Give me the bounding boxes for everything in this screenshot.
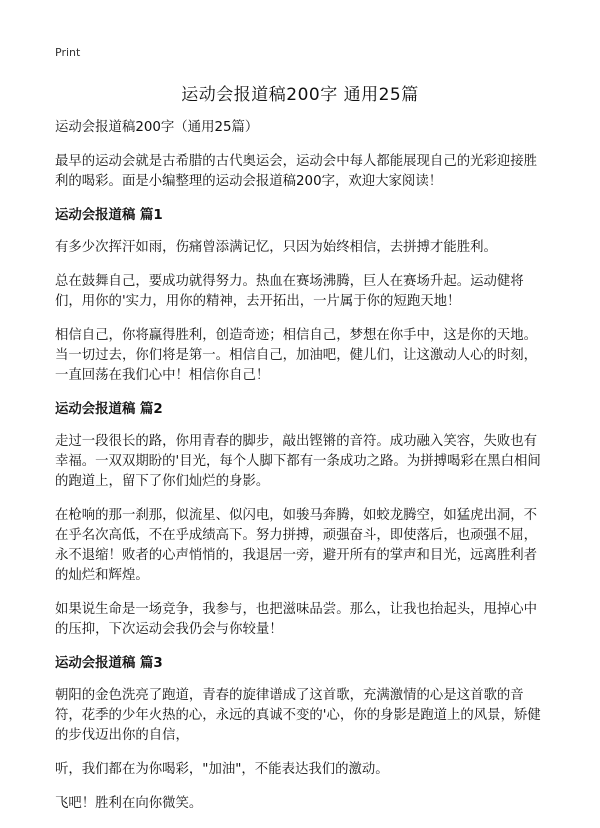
section-heading: 运动会报道稿 篇1 [55, 208, 163, 223]
section-3 [55, 654, 545, 814]
paragraph: 相信自己，你将赢得胜利，创造奇迹；相信自己，梦想在你手中，这是你的天地。当一切过去，你们将是第一。相信自己，加油吧，健儿们，让这激动人心的时刻，一直回荡在我们心中！相信你自己！ [55, 328, 538, 383]
paragraph: 在枪响的那一刹那，似流星、似闪电，如骏马奔腾，如蛟龙腾空，如猛虎出洞，不在乎名次高低，不在乎成绩高下。努力拼搏，顽强奋斗，即使落后，也顽强不屈，永不退缩！败者的心声悄悄的，我退居一旁，避开所有的掌声和目光，远离胜利者的灿烂和辉煌。 [55, 508, 538, 583]
paragraph: 如果说生命是一场竞争，我参与，也把滋味品尝。那么，让我也抬起头，甩掉心中的压抑，下次运动会我仍会与你较量！ [55, 602, 538, 637]
section-2 [55, 400, 545, 640]
document-body [55, 118, 545, 828]
document-subtitle: 运动会报道稿200字（通用25篇） [55, 120, 259, 135]
print-link[interactable]: Print [55, 46, 81, 59]
section-heading: 运动会报道稿 篇3 [55, 656, 163, 671]
paragraph: 有多少次挥汗如雨，伤痛曾添满记忆，只因为始终相信，去拼搏才能胜利。 [55, 240, 497, 255]
section-heading: 运动会报道稿 篇2 [55, 402, 163, 417]
paragraph: 走过一段很长的路，你用青春的脚步，敲出铿锵的音符。成功融入笑容，失败也有幸福。一双双期盼的'目光，每个人脚下都有一条成功之路。为拼搏喝彩在黑白相间的跑道上，留下了你们灿烂的身影。 [55, 434, 541, 489]
paragraph: 总在鼓舞自己，要成功就得努力。热血在赛场沸腾，巨人在赛场升起。运动健将们，用你的'实力，用你的精神，去开拓出，一片属于你的短跑天地！ [55, 274, 524, 309]
paragraph: 听，我们都在为你喝彩，"加油"，不能表达我们的激动。 [55, 762, 389, 777]
paragraph: 飞吧！胜利在向你微笑。 [55, 796, 203, 811]
section-1 [55, 206, 545, 386]
paragraph: 朝阳的金色洗亮了跑道，青春的旋律谱成了这首歌，充满激情的心是这首歌的音符，花季的少年火热的心，永远的真诚不变的'心，你的身影是跑道上的风景，矫健的步伐迈出你的自信， [55, 688, 541, 743]
page-title: 运动会报道稿200字 通用25篇 [181, 85, 419, 105]
intro-paragraph: 最早的运动会就是古希腊的古代奥运会，运动会中每人都能展现自己的光彩迎接胜利的喝彩。面是小编整理的运动会报道稿200字，欢迎大家阅读！ [55, 154, 538, 189]
